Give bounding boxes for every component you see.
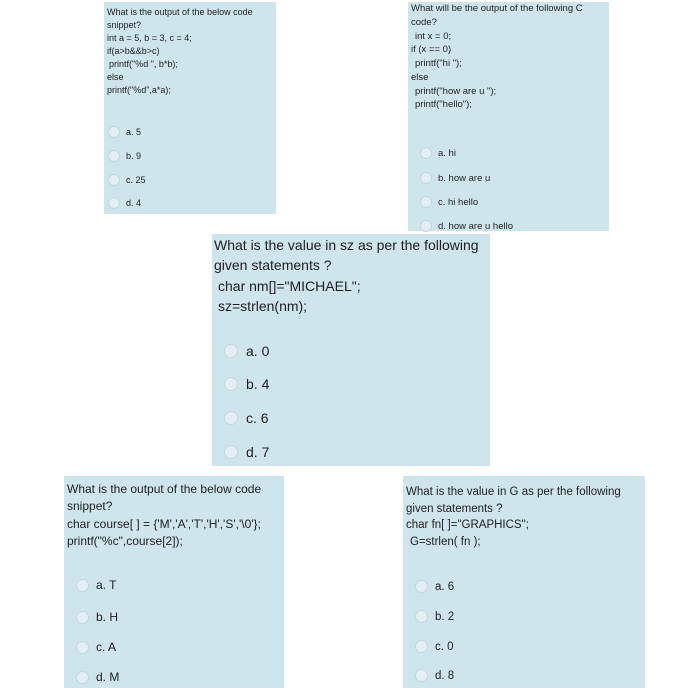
question-line: What is the value in G as per the following — [406, 486, 621, 498]
radio-button[interactable] — [420, 172, 432, 184]
option-a[interactable] — [415, 580, 454, 593]
code-line: printf("how are u "); — [415, 85, 497, 97]
option-label: b. 9 — [126, 151, 142, 161]
question-line: snippet? — [107, 20, 142, 31]
radio-button[interactable] — [415, 610, 428, 623]
option-d[interactable] — [224, 444, 269, 460]
option-b[interactable] — [420, 172, 490, 184]
code-line: else — [107, 72, 124, 83]
option-b[interactable] — [76, 610, 118, 624]
radio-button[interactable] — [76, 579, 89, 592]
option-label: c. 0 — [435, 640, 454, 653]
question-line: snippet? — [67, 499, 113, 514]
option-a[interactable] — [224, 343, 269, 359]
code-line: int x = 0; — [415, 30, 452, 42]
option-d[interactable] — [108, 197, 141, 209]
option-label: b. H — [96, 610, 119, 624]
radio-button[interactable] — [420, 220, 432, 232]
radio-button[interactable] — [224, 377, 238, 391]
code-line: char fn[ ]="GRAPHICS"; — [406, 519, 529, 532]
option-label: a. hi — [438, 147, 456, 159]
question-line: given statements ? — [214, 257, 332, 274]
option-label: d. M — [96, 670, 120, 684]
option-label: a. T — [96, 578, 117, 592]
option-label: a. 0 — [246, 343, 270, 359]
code-line: char course[ ] = {'M','A','T','H','S','\0'}; — [67, 516, 261, 531]
code-line: printf("%d",a*a); — [107, 85, 171, 96]
question-line: code? — [411, 16, 437, 28]
option-d[interactable] — [415, 669, 454, 682]
code-line: printf("%c",course[2]); — [67, 534, 183, 549]
code-line: char nm[]="MICHAEL"; — [218, 277, 361, 294]
code-line: printf("hello"); — [415, 99, 472, 111]
option-label: a. 6 — [435, 580, 455, 593]
question-text — [67, 481, 284, 551]
option-label: c. A — [96, 640, 117, 654]
option-b[interactable] — [415, 610, 454, 623]
radio-button[interactable] — [108, 197, 120, 209]
question-line: What will be the output of the following C — [411, 3, 583, 14]
question-line: given statements ? — [406, 502, 503, 515]
question-text — [411, 2, 609, 112]
radio-button[interactable] — [108, 174, 120, 186]
radio-button[interactable] — [76, 671, 89, 684]
option-c[interactable] — [420, 196, 478, 208]
question-line: What is the output of the below code — [67, 482, 262, 496]
option-label: c. hi hello — [438, 196, 479, 208]
option-label: b. 4 — [246, 376, 270, 392]
question-line: What is the output of the below code — [107, 7, 253, 17]
radio-button[interactable] — [224, 344, 238, 358]
radio-button[interactable] — [415, 669, 428, 682]
option-label: d. 4 — [126, 198, 142, 208]
option-b[interactable] — [108, 150, 141, 162]
code-line: if (x == 0) — [411, 44, 452, 56]
question-card-1 — [104, 2, 276, 214]
code-line: else — [411, 71, 429, 83]
radio-button[interactable] — [76, 641, 89, 654]
radio-button[interactable] — [415, 640, 428, 653]
option-c[interactable] — [108, 174, 146, 186]
option-label: a. 5 — [126, 127, 142, 137]
radio-button[interactable] — [224, 411, 238, 425]
option-label: d. 7 — [246, 444, 270, 460]
option-a[interactable] — [420, 147, 456, 159]
code-line: if(a>b&&b>c) — [107, 46, 160, 57]
code-line: printf("%d ", b*b); — [109, 59, 178, 70]
radio-button[interactable] — [224, 445, 238, 459]
radio-button[interactable] — [108, 126, 120, 138]
radio-button[interactable] — [420, 147, 432, 159]
option-label: c. 25 — [126, 175, 146, 185]
option-c[interactable] — [76, 640, 116, 654]
radio-button[interactable] — [420, 196, 432, 208]
option-d[interactable] — [420, 220, 513, 232]
option-c[interactable] — [224, 410, 269, 426]
question-text — [107, 6, 276, 97]
radio-button[interactable] — [415, 580, 428, 593]
option-label: d. 8 — [435, 669, 455, 682]
option-label: b. how are u — [438, 172, 491, 184]
option-d[interactable] — [76, 670, 119, 684]
radio-button[interactable] — [108, 150, 120, 162]
option-label: d. how are u hello — [438, 220, 513, 232]
code-line: sz=strlen(nm); — [218, 297, 308, 314]
option-a[interactable] — [108, 126, 141, 138]
question-card-3 — [212, 234, 490, 466]
option-c[interactable] — [415, 640, 454, 653]
question-text — [406, 484, 645, 551]
option-label: c. 6 — [246, 410, 269, 426]
option-b[interactable] — [224, 376, 269, 392]
radio-button[interactable] — [76, 611, 89, 624]
question-card-5 — [403, 476, 645, 688]
option-a[interactable] — [76, 578, 116, 592]
question-line: What is the value in sz as per the following — [214, 237, 479, 253]
code-line: printf("hi "); — [415, 58, 462, 70]
question-text — [214, 235, 490, 316]
question-card-4 — [64, 476, 284, 688]
code-line: int a = 5, b = 3, c = 4; — [107, 33, 192, 44]
code-line: G=strlen( fn ); — [410, 536, 481, 549]
option-label: b. 2 — [435, 610, 455, 623]
question-card-2 — [408, 2, 609, 231]
